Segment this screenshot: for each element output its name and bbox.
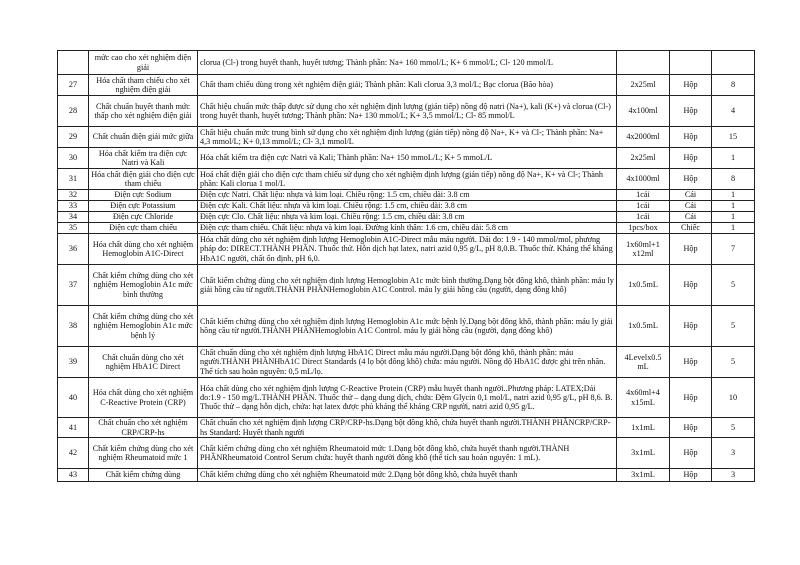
cell-name: Hóa chất kiểm tra điện cực Natri và Kali: [89, 148, 198, 169]
cell-pack: 1x1mL: [617, 418, 670, 438]
cell-desc: Chất hiệu chuẩn mức trung bình sử dụng cho xét nghiệm định lượng (gián tiếp) nồng độ Na+, K+ và Cl-; Thành phần: Na+ 4,3 mmol/L; K+ 0,13 mmol/L; Cl- 3,1 mmol/L: [198, 127, 617, 148]
cell-stt: 38: [58, 306, 89, 347]
cell-pack: 4x1000ml: [617, 169, 670, 190]
cell-stt: 36: [58, 234, 89, 265]
cell-pack: 4x60ml+4 x15mL: [617, 378, 670, 418]
cell-desc: Hóa chất dùng cho xét nghiệm định lượng Hemoglobin A1C-Direct mẫu máu người. Dải đo: 1.9 - 140 mmol/mol, phương pháp đo: DIRECT.THÀNH PHẦN. Thuốc thử. Hỗn dịch hạt latex, natri azid 0,95 g/L, pH 8,0.B. Thuốc thử. Kháng thể kháng HbA1C người, chất ổn định, pH 6,0.: [198, 234, 617, 265]
cell-unit: [670, 51, 712, 75]
cell-desc: Hóa chất dùng cho xét nghiệm định lượng C-Reactive Protein (CRP) mẫu huyết thanh người..Phương pháp: LATEX;Dải đo:1.9 - 150 mg/L.THÀNH PHẦN. Thuốc thử – dạng dung dịch, chứa: Đệm Glycin 0,1 mol/L, natri azid 0,95 g/L, pH 8,6. B. Thuốc thử – dạng hỗn dịch, chứa: hạt latex được phủ kháng thể kháng CRP người, natri azid 0,95 g/L.: [198, 378, 617, 418]
cell-name: mức cao cho xét nghiệm điện giải: [89, 51, 198, 75]
cell-pack: 4Levelx0.5 mL: [617, 347, 670, 378]
table-row: [58, 96, 755, 127]
cell-unit: Hộp: [670, 438, 712, 469]
table-row: [58, 469, 755, 482]
cell-qty: 5: [712, 265, 755, 306]
cell-name: Điện cực tham chiếu: [89, 223, 198, 234]
cell-unit: Hộp: [670, 169, 712, 190]
cell-stt: 32: [58, 190, 89, 201]
supply-table: [57, 50, 755, 482]
cell-name: Chất kiểm chứng dùng cho xét nghiệm Rheumatoid mức 1: [89, 438, 198, 469]
cell-stt: 27: [58, 75, 89, 96]
cell-pack: 4x100ml: [617, 96, 670, 127]
cell-name: Điện cực Chloride: [89, 212, 198, 223]
cell-name: Chất chuẩn huyết thanh mức thấp cho xét nghiệm điện giải: [89, 96, 198, 127]
cell-stt: 35: [58, 223, 89, 234]
cell-qty: 10: [712, 378, 755, 418]
cell-qty: 4: [712, 96, 755, 127]
cell-stt: 34: [58, 212, 89, 223]
cell-stt: 41: [58, 418, 89, 438]
cell-qty: 7: [712, 234, 755, 265]
cell-pack: 1x0.5mL: [617, 265, 670, 306]
table-row: [58, 127, 755, 148]
cell-desc: Chất chuẩn cho xét nghiệm định lượng CRP/CRP-hs.Dạng bột đông khô, chứa huyết thanh người.THÀNH PHẦNCRP/CRP-hs Standard: Huyết thanh người: [198, 418, 617, 438]
cell-stt: 33: [58, 201, 89, 212]
cell-qty: 1: [712, 190, 755, 201]
cell-desc: Chất kiểm chứng dùng cho xét nghiệm Rheumatoid mức 2.Dạng bột đông khô, chứa huyết thanh: [198, 469, 617, 482]
cell-pack: 2x25ml: [617, 148, 670, 169]
cell-stt: 28: [58, 96, 89, 127]
cell-qty: [712, 51, 755, 75]
table-row: [58, 265, 755, 306]
cell-desc: Điện cực Kali. Chất liệu: nhựa và kim loại. Chiều rộng: 1.5 cm, chiều dài: 3.8 cm: [198, 201, 617, 212]
cell-unit: Hộp: [670, 234, 712, 265]
cell-name: Chất kiểm chứng dùng: [89, 469, 198, 482]
table-row: [58, 75, 755, 96]
cell-stt: 37: [58, 265, 89, 306]
cell-pack: 2x25ml: [617, 75, 670, 96]
cell-unit: Hộp: [670, 378, 712, 418]
table-row: [58, 148, 755, 169]
cell-unit: Chiếc: [670, 223, 712, 234]
cell-name: Hóa chất dùng cho xét nghiệm Hemoglobin A1C-Direct: [89, 234, 198, 265]
cell-unit: Hộp: [670, 148, 712, 169]
cell-qty: 1: [712, 201, 755, 212]
cell-pack: 1cái: [617, 201, 670, 212]
cell-pack: 1x0.5mL: [617, 306, 670, 347]
cell-stt: 30: [58, 148, 89, 169]
cell-desc: Chất chuẩn dùng cho xét nghiệm định lượng HbA1C Direct mẫu máu người.Dạng bột đông khô, thành phần: máu người.THÀNH PHẦNHbA1C Direct Standards (4 lọ bột đông khô) chứa: máu người. Nồng độ HbA1C được ghi trên nhãn. Thể tích sau hoàn nguyên: 0,5 mL/lọ.: [198, 347, 617, 378]
cell-qty: 8: [712, 169, 755, 190]
cell-desc: Chất kiểm chứng dùng cho xét nghiệm định lượng Hemoglobin A1c mức bình thường.Dạng bột đông khô, thành phần: máu ly giải hồng cầu từ người.THÀNH PHẦNHemoglobin A1C Control. máu ly giải hồng cầu (người, dạng đông khô): [198, 265, 617, 306]
table-row: [58, 190, 755, 201]
cell-desc: Hoá chất điện giải cho điện cực tham chiếu sử dụng cho xét nghiệm định lượng (gián tiếp) nồng độ Na+, K+ và Cl-; Thành phần: Kali clorua 1 mol/L: [198, 169, 617, 190]
cell-name: Điện cực Potassium: [89, 201, 198, 212]
cell-unit: Hộp: [670, 306, 712, 347]
table-row: [58, 418, 755, 438]
cell-pack: 4x2000ml: [617, 127, 670, 148]
cell-unit: Cái: [670, 190, 712, 201]
cell-unit: Hộp: [670, 96, 712, 127]
cell-desc: Chất kiểm chứng dùng cho xét nghiệm định lượng Hemoglobin A1c mức bệnh lý.Dạng bột đông khô, thành phần: máu ly giải hồng cầu từ người.THÀNH PHẦNHemoglobin A1C Control. máu ly giải hồng cầu (người, dạng đông khô): [198, 306, 617, 347]
cell-pack: 1x60ml+1 x12ml: [617, 234, 670, 265]
table-body: [58, 51, 755, 482]
cell-name: Hóa chất dùng cho xét nghiệm C-Reactive Protein (CRP): [89, 378, 198, 418]
cell-unit: Hộp: [670, 469, 712, 482]
cell-desc: Điện cực Clo. Chất liệu: nhựa và kim loại. Chiều rộng: 1.5 cm, chiều dài: 3.8 cm: [198, 212, 617, 223]
cell-unit: Cái: [670, 201, 712, 212]
cell-qty: 3: [712, 438, 755, 469]
table-row: [58, 212, 755, 223]
cell-stt: 40: [58, 378, 89, 418]
cell-desc: Điện cực Natri. Chất liệu: nhựa và kim loại. Chiều rộng: 1.5 cm, chiều dài: 3.8 cm: [198, 190, 617, 201]
table-row: [58, 201, 755, 212]
cell-name: Hóa chất điện giải cho điện cực tham chiếu: [89, 169, 198, 190]
cell-desc: Chất hiệu chuẩn mức thấp được sử dụng cho xét nghiệm định lượng (gián tiếp) nồng độ natri (Na+), kali (K+) và clorua (Cl-) trong huyết thanh, huyết tương; Thành phần: Na+ 130 mmol/L; K+ 3,5 mmol/L; Cl- 85 mmol/L: [198, 96, 617, 127]
cell-desc: Điện cực tham chiếu. Chất liệu: nhựa và kim loại. Đường kính thân: 1.6 cm, chiều dài: 5.8 cm: [198, 223, 617, 234]
cell-qty: 1: [712, 212, 755, 223]
cell-unit: Hộp: [670, 127, 712, 148]
cell-stt: 29: [58, 127, 89, 148]
table-row: [58, 223, 755, 234]
cell-stt: [58, 51, 89, 75]
cell-pack: 3x1mL: [617, 438, 670, 469]
cell-desc: clorua (Cl-) trong huyết thanh, huyết tương; Thành phần: Na+ 160 mmol/L; K+ 6 mmol/L; Cl- 120 mmol/L: [198, 51, 617, 75]
cell-qty: 1: [712, 223, 755, 234]
cell-desc: Chất tham chiếu dùng trong xét nghiệm điện giải; Thành phần: Kali clorua 3,3 mol/L; Bạc clorua (Bão hòa): [198, 75, 617, 96]
table-row: [58, 51, 755, 75]
cell-unit: Hộp: [670, 75, 712, 96]
cell-unit: Cái: [670, 212, 712, 223]
cell-stt: 39: [58, 347, 89, 378]
cell-name: Chất chuẩn dùng cho xét nghiệm HbA1C Direct: [89, 347, 198, 378]
cell-qty: 15: [712, 127, 755, 148]
cell-unit: Hộp: [670, 347, 712, 378]
table-row: [58, 306, 755, 347]
cell-name: Chất chuẩn cho xét nghiệm CRP/CRP-hs: [89, 418, 198, 438]
cell-unit: Hộp: [670, 418, 712, 438]
cell-name: Chất kiểm chứng dùng cho xét nghiệm Hemoglobin A1c mức bình thường: [89, 265, 198, 306]
table-row: [58, 378, 755, 418]
table-row: [58, 234, 755, 265]
cell-stt: 42: [58, 438, 89, 469]
cell-qty: 3: [712, 469, 755, 482]
cell-pack: 1cái: [617, 212, 670, 223]
cell-name: Điện cực Sodium: [89, 190, 198, 201]
cell-qty: 5: [712, 347, 755, 378]
cell-name: Chất chuẩn điện giải mức giữa: [89, 127, 198, 148]
cell-stt: 31: [58, 169, 89, 190]
cell-stt: 43: [58, 469, 89, 482]
table-row: [58, 169, 755, 190]
cell-qty: 5: [712, 418, 755, 438]
cell-qty: 1: [712, 148, 755, 169]
cell-pack: 1pcs/box: [617, 223, 670, 234]
cell-desc: Chất kiểm chứng dùng cho xét nghiệm Rheumatoid mức 1.Dạng bột đông khô, chứa huyết thanh người.THÀNH PHẦNRheumatoid Control Serum chứa: huyết thanh người đông khô (thể tích sau hoàn nguyên: 1 mL).: [198, 438, 617, 469]
table-row: [58, 438, 755, 469]
cell-pack: 3x1mL: [617, 469, 670, 482]
cell-name: Chất kiểm chứng dùng cho xét nghiệm Hemoglobin A1c mức bệnh lý: [89, 306, 198, 347]
cell-name: Hóa chất tham chiếu cho xét nghiệm điện giải: [89, 75, 198, 96]
cell-pack: 1cái: [617, 190, 670, 201]
cell-qty: 5: [712, 306, 755, 347]
table-row: [58, 347, 755, 378]
cell-pack: [617, 51, 670, 75]
cell-unit: Hộp: [670, 265, 712, 306]
cell-qty: 8: [712, 75, 755, 96]
cell-desc: Hóa chất kiểm tra điện cực Natri và Kali; Thành phần: Na+ 150 mmoL/L; K+ 5 mmoL/L: [198, 148, 617, 169]
